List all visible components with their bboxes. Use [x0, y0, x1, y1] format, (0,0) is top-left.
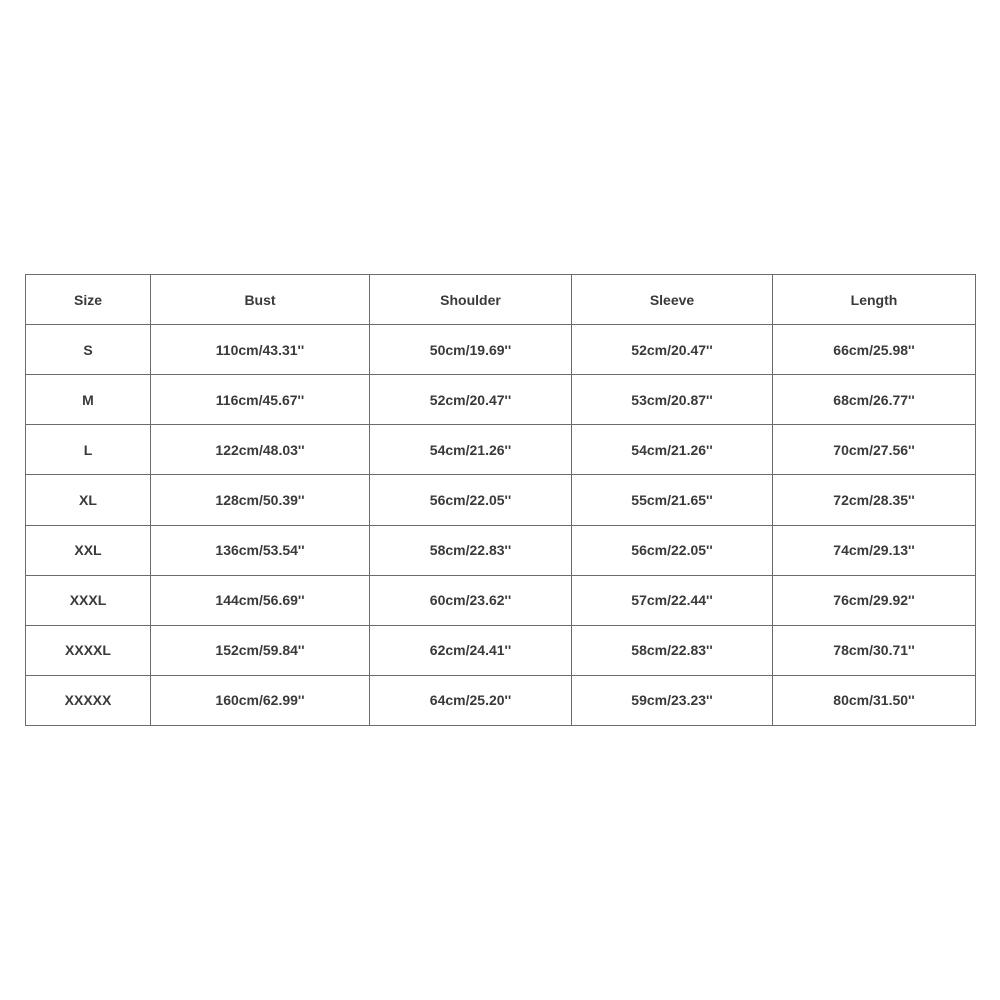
- cell-length: 74cm/29.13'': [773, 525, 976, 575]
- cell-size: S: [26, 325, 151, 375]
- cell-sleeve: 57cm/22.44'': [572, 575, 773, 625]
- cell-bust: 152cm/59.84'': [151, 625, 370, 675]
- cell-bust: 110cm/43.31'': [151, 325, 370, 375]
- cell-bust: 160cm/62.99'': [151, 675, 370, 725]
- cell-length: 68cm/26.77'': [773, 375, 976, 425]
- cell-shoulder: 50cm/19.69'': [370, 325, 572, 375]
- cell-bust: 144cm/56.69'': [151, 575, 370, 625]
- cell-length: 72cm/28.35'': [773, 475, 976, 525]
- table-row: [26, 425, 976, 475]
- cell-sleeve: 54cm/21.26'': [572, 425, 773, 475]
- cell-shoulder: 52cm/20.47'': [370, 375, 572, 425]
- cell-length: 66cm/25.98'': [773, 325, 976, 375]
- cell-sleeve: 56cm/22.05'': [572, 525, 773, 575]
- cell-shoulder: 62cm/24.41'': [370, 625, 572, 675]
- cell-shoulder: 54cm/21.26'': [370, 425, 572, 475]
- cell-shoulder: 56cm/22.05'': [370, 475, 572, 525]
- header-length: Length: [773, 275, 976, 325]
- table-row: [26, 375, 976, 425]
- table-row: [26, 675, 976, 725]
- cell-length: 76cm/29.92'': [773, 575, 976, 625]
- table-row: [26, 625, 976, 675]
- cell-sleeve: 59cm/23.23'': [572, 675, 773, 725]
- cell-bust: 136cm/53.54'': [151, 525, 370, 575]
- cell-shoulder: 64cm/25.20'': [370, 675, 572, 725]
- cell-length: 70cm/27.56'': [773, 425, 976, 475]
- cell-length: 78cm/30.71'': [773, 625, 976, 675]
- header-bust: Bust: [151, 275, 370, 325]
- cell-size: XXXXX: [26, 675, 151, 725]
- cell-size: L: [26, 425, 151, 475]
- cell-sleeve: 55cm/21.65'': [572, 475, 773, 525]
- cell-bust: 128cm/50.39'': [151, 475, 370, 525]
- cell-size: XXXXL: [26, 625, 151, 675]
- header-shoulder: Shoulder: [370, 275, 572, 325]
- table-row: [26, 525, 976, 575]
- cell-size: XXXL: [26, 575, 151, 625]
- table-header-row: [26, 275, 976, 325]
- cell-bust: 122cm/48.03'': [151, 425, 370, 475]
- cell-sleeve: 52cm/20.47'': [572, 325, 773, 375]
- table-row: [26, 475, 976, 525]
- size-chart-table: [25, 274, 976, 726]
- cell-sleeve: 53cm/20.87'': [572, 375, 773, 425]
- cell-size: XXL: [26, 525, 151, 575]
- cell-size: M: [26, 375, 151, 425]
- cell-bust: 116cm/45.67'': [151, 375, 370, 425]
- header-sleeve: Sleeve: [572, 275, 773, 325]
- cell-length: 80cm/31.50'': [773, 675, 976, 725]
- cell-size: XL: [26, 475, 151, 525]
- cell-shoulder: 58cm/22.83'': [370, 525, 572, 575]
- cell-shoulder: 60cm/23.62'': [370, 575, 572, 625]
- cell-sleeve: 58cm/22.83'': [572, 625, 773, 675]
- table-row: [26, 325, 976, 375]
- table-row: [26, 575, 976, 625]
- header-size: Size: [26, 275, 151, 325]
